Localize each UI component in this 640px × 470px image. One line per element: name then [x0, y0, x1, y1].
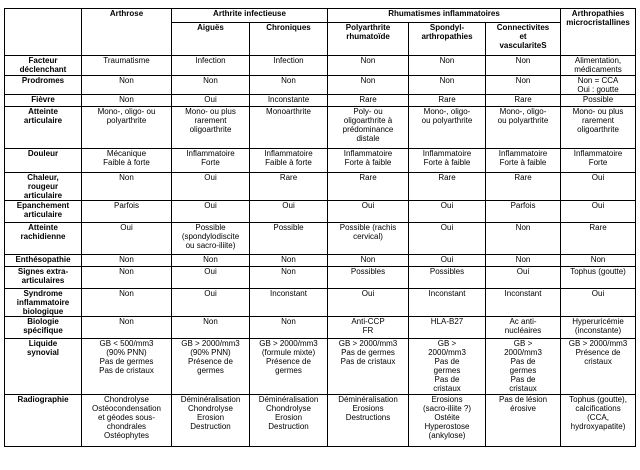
table-row: [5, 149, 636, 173]
table-cell: Non: [82, 255, 172, 267]
table-cell: Inflammatoire Faible à forte: [250, 149, 328, 173]
table-cell: Non: [409, 76, 486, 95]
row-label: Atteinte rachidienne: [5, 223, 82, 255]
table-cell: Possible (spondylodiscite ou sacro-iliite): [172, 223, 250, 255]
table-cell: Traumatisme: [82, 56, 172, 76]
table-cell: Non: [82, 267, 172, 289]
table-row: [5, 317, 636, 339]
table-cell: Ac anti- nucléaires: [486, 317, 561, 339]
header-aigues: Aiguës: [172, 23, 250, 56]
table-cell: Non: [486, 56, 561, 76]
arthropathy-comparison-table: [4, 8, 636, 447]
table-cell: Non: [172, 76, 250, 95]
table-cell: Non: [328, 76, 409, 95]
row-label: Facteur déclenchant: [5, 56, 82, 76]
header-connectivites: Connectivites et vasculariteS: [486, 23, 561, 56]
table-cell: Non: [250, 255, 328, 267]
table-cell: Oui: [561, 289, 636, 317]
table-cell: Hyperuricémie (inconstante): [561, 317, 636, 339]
table-cell: Oui: [250, 201, 328, 223]
table-cell: Mono-, oligo- ou polyarthrite: [486, 107, 561, 149]
table-cell: Inconstante: [250, 95, 328, 107]
table-cell: Rare: [561, 223, 636, 255]
table-row: [5, 95, 636, 107]
table-cell: Oui: [172, 201, 250, 223]
table-cell: Non: [328, 255, 409, 267]
table-cell: Inflammatoire Forte: [172, 149, 250, 173]
table-cell: Non: [250, 317, 328, 339]
table-cell: Oui: [409, 255, 486, 267]
header-arthrose: Arthrose: [82, 9, 172, 56]
table-cell: Non = CCA Oui : goutte: [561, 76, 636, 95]
table-cell: Alimentation, médicaments: [561, 56, 636, 76]
table-cell: Oui: [486, 267, 561, 289]
row-label: Liquide synovial: [5, 339, 82, 395]
header-row-top: [5, 9, 636, 23]
table-row: [5, 76, 636, 95]
table-cell: Non: [82, 95, 172, 107]
table-cell: Rare: [250, 173, 328, 201]
table-cell: Déminéralisation Chondrolyse Erosion Destruction: [250, 395, 328, 447]
table-cell: Rare: [486, 173, 561, 201]
row-label: Syndrome inflammatoire biologique: [5, 289, 82, 317]
table-cell: Inconstant: [409, 289, 486, 317]
table-cell: Mono-, oligo- ou polyarthrite: [409, 107, 486, 149]
table-cell: Poly- ou oligoarthrite à prédominance distale: [328, 107, 409, 149]
table-cell: Non: [172, 317, 250, 339]
table-row: [5, 339, 636, 395]
table-cell: Oui: [409, 201, 486, 223]
row-label: Atteinte articulaire: [5, 107, 82, 149]
table-cell: Possible: [561, 95, 636, 107]
row-label: Signes extra- articulaires: [5, 267, 82, 289]
table-cell: Rare: [328, 95, 409, 107]
table-cell: HLA-B27: [409, 317, 486, 339]
table-cell: Oui: [328, 201, 409, 223]
table-cell: Mécanique Faible à forte: [82, 149, 172, 173]
table-cell: Inconstant: [250, 289, 328, 317]
table-cell: Possible (rachis cervical): [328, 223, 409, 255]
table-cell: Non: [82, 289, 172, 317]
table-cell: Mono-, oligo- ou polyarthrite: [82, 107, 172, 149]
table-cell: GB > 2000/mm3 Pas de germes Pas de cristaux: [409, 339, 486, 395]
table-cell: Anti-CCP FR: [328, 317, 409, 339]
table-cell: Oui: [328, 289, 409, 317]
table-cell: GB > 2000/mm3 Présence de cristaux: [561, 339, 636, 395]
row-label: Biologie spécifique: [5, 317, 82, 339]
table-cell: Tophus (goutte), calcifications (CCA, hydroxyapatite): [561, 395, 636, 447]
row-label: Douleur: [5, 149, 82, 173]
table-cell: Tophus (goutte): [561, 267, 636, 289]
table-cell: Inflammatoire Forte: [561, 149, 636, 173]
table-cell: Non: [486, 223, 561, 255]
table-cell: Déminéralisation Erosions Destructions: [328, 395, 409, 447]
table-cell: Mono- ou plus rarement oligoarthrite: [172, 107, 250, 149]
table-cell: Inflammatoire Forte à faible: [328, 149, 409, 173]
table-cell: GB > 2000/mm3 Pas de germes Pas de cristaux: [486, 339, 561, 395]
table-cell: Non: [486, 255, 561, 267]
table-cell: Déminéralisation Chondrolyse Erosion Destruction: [172, 395, 250, 447]
header-rhumatismes-inflammatoires: Rhumatismes inflammatoires: [328, 9, 561, 23]
table-cell: Parfois: [82, 201, 172, 223]
table-cell: Non: [409, 56, 486, 76]
table-cell: Inflammatoire Forte à faible: [409, 149, 486, 173]
table-row: [5, 223, 636, 255]
table-cell: Inflammatoire Forte à faible: [486, 149, 561, 173]
table-cell: GB > 2000/mm3 (90% PNN) Présence de germes: [172, 339, 250, 395]
table-cell: Erosions (sacro-iliite ?) Ostéite Hyperostose (ankylose): [409, 395, 486, 447]
table-cell: Non: [328, 56, 409, 76]
row-label: Chaleur, rougeur articulaire: [5, 173, 82, 201]
table-cell: Rare: [409, 95, 486, 107]
table-cell: GB > 2000/mm3 (formule mixte) Présence de germes: [250, 339, 328, 395]
table-row: [5, 173, 636, 201]
table-cell: Pas de lésion érosive: [486, 395, 561, 447]
table-cell: Mono- ou plus rarement oligoarthrite: [561, 107, 636, 149]
table-row: [5, 201, 636, 223]
table-cell: GB > 2000/mm3 Pas de germes Pas de cristaux: [328, 339, 409, 395]
comparison-table-container: [4, 8, 636, 447]
table-header: [5, 9, 636, 56]
table-cell: Inconstant: [486, 289, 561, 317]
table-cell: Rare: [328, 173, 409, 201]
row-label: Epanchement articulaire: [5, 201, 82, 223]
table-cell: Possible: [250, 223, 328, 255]
table-cell: Non: [82, 317, 172, 339]
table-cell: Possibles: [409, 267, 486, 289]
header-chroniques: Chroniques: [250, 23, 328, 56]
table-cell: Oui: [172, 289, 250, 317]
header-corner: [5, 9, 82, 56]
table-cell: Infection: [172, 56, 250, 76]
table-row: [5, 255, 636, 267]
header-spondylarthropathies: Spondyl- arthropathies: [409, 23, 486, 56]
table-cell: Chondrolyse Ostéocondensation et géodes sous- chondrales Ostéophytes: [82, 395, 172, 447]
table-cell: Oui: [172, 173, 250, 201]
table-cell: Oui: [561, 201, 636, 223]
table-cell: GB < 500/mm3 (90% PNN) Pas de germes Pas de cristaux: [82, 339, 172, 395]
table-row: [5, 107, 636, 149]
table-cell: Oui: [172, 267, 250, 289]
row-label: Radiographie: [5, 395, 82, 447]
table-cell: Infection: [250, 56, 328, 76]
table-cell: Non: [172, 255, 250, 267]
row-label: Enthésopathie: [5, 255, 82, 267]
table-cell: Rare: [486, 95, 561, 107]
table-cell: Non: [561, 255, 636, 267]
table-cell: Rare: [409, 173, 486, 201]
table-cell: Non: [486, 76, 561, 95]
table-cell: Oui: [82, 223, 172, 255]
table-row: [5, 395, 636, 447]
row-label: Fièvre: [5, 95, 82, 107]
table-row: [5, 267, 636, 289]
table-cell: Non: [250, 76, 328, 95]
table-cell: Oui: [561, 173, 636, 201]
row-label: Prodromes: [5, 76, 82, 95]
header-arthrite-infectieuse: Arthrite infectieuse: [172, 9, 328, 23]
header-arthropathies-microcristallines: Arthropathies microcristallines: [561, 9, 636, 56]
table-cell: Monoarthrite: [250, 107, 328, 149]
table-cell: Parfois: [486, 201, 561, 223]
header-polyarthrite: Polyarthrite rhumatoïde: [328, 23, 409, 56]
table-body: [5, 56, 636, 447]
table-row: [5, 56, 636, 76]
table-cell: Non: [82, 76, 172, 95]
table-cell: Oui: [409, 223, 486, 255]
table-cell: Possibles: [328, 267, 409, 289]
table-cell: Non: [250, 267, 328, 289]
table-cell: Non: [82, 173, 172, 201]
table-cell: Oui: [172, 95, 250, 107]
table-row: [5, 289, 636, 317]
